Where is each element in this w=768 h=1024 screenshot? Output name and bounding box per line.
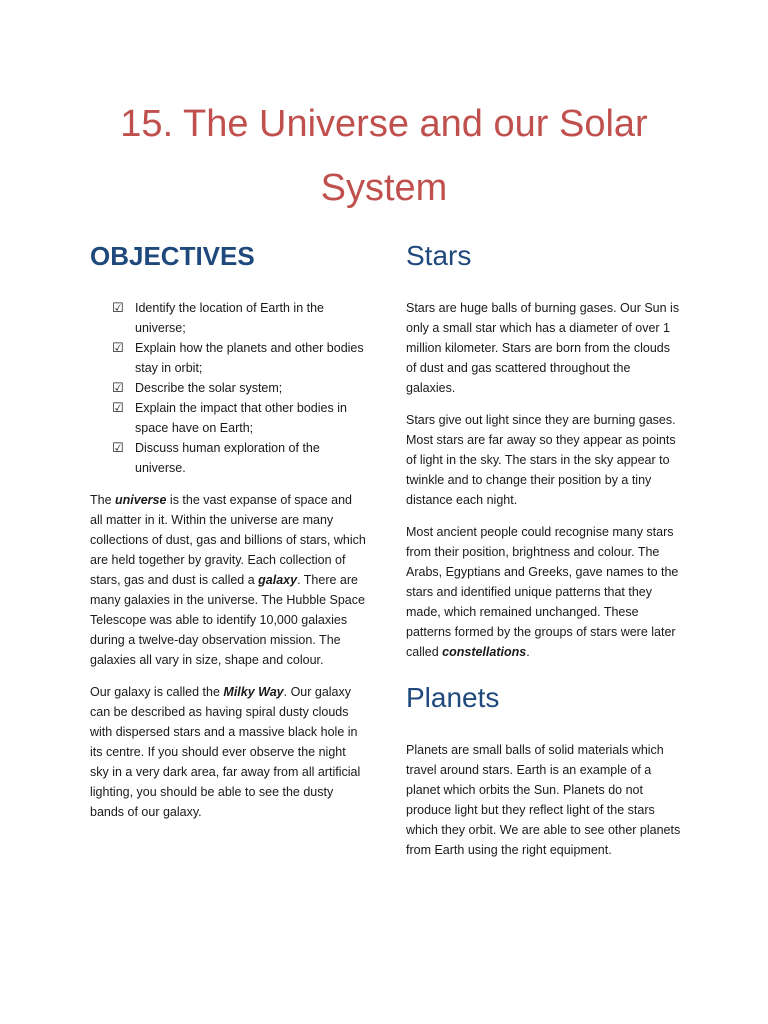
- checkbox-icon: ☑: [112, 440, 124, 455]
- objective-item: ☑ Explain how the planets and other bodies stay in orbit;: [112, 340, 364, 375]
- right-column: [406, 236, 682, 872]
- stars-paragraph-1: Stars are huge balls of burning gases. Our Sun is only a small star which has a diameter of over 1 million kilometer. Stars are born from the clouds of dust and gas scattered throughout the galaxies.: [406, 301, 680, 395]
- objectives-list: [90, 298, 366, 478]
- objective-item: ☑ Explain the impact that other bodies in space have on Earth;: [112, 400, 347, 435]
- term-milky-way: Milky Way: [223, 685, 284, 699]
- left-column: [90, 236, 366, 834]
- universe-paragraph: The universe is the vast expanse of space and all matter in it. Within the universe are many collections of dust, gas and billions of stars, which are held together by gravity. Each collection of stars, gas and dust is called a galaxy. There are many galaxies in the universe. The Hubble Space Telescope was able to identify 10,000 galaxies during a twelve-day observation mission. The galaxies all vary in size, shape and colour.: [90, 493, 366, 667]
- objectives-heading: OBJECTIVES: [90, 241, 255, 271]
- stars-paragraph-2: Stars give out light since they are burning gases. Most stars are far away so they appear as points of light in the sky. The stars in the sky appear to twinkle and to change their position by a tiny distance each night.: [406, 413, 676, 507]
- stars-heading: Stars: [406, 240, 472, 271]
- page-title: 15. The Universe and our Solar System: [120, 103, 648, 209]
- term-galaxy: galaxy: [258, 573, 298, 587]
- term-constellations: constellations: [442, 645, 527, 659]
- objective-item: ☑ Describe the solar system;: [90, 378, 366, 398]
- checkbox-icon: ☑: [112, 300, 124, 315]
- checkbox-icon: ☑: [112, 380, 124, 395]
- objective-item: ☑ Identify the location of Earth in the universe;: [112, 300, 325, 335]
- checkbox-icon: ☑: [112, 400, 124, 415]
- planets-heading: Planets: [406, 682, 500, 713]
- stars-paragraph-3: Most ancient people could recognise many stars from their position, brightness and colour. The Arabs, Egyptians and Greeks, gave names to the stars and identified unique patterns that they made, which remained unchanged. These patterns formed by the groups of stars were later called constellations.: [406, 525, 679, 659]
- checkbox-icon: ☑: [112, 340, 124, 355]
- milky-way-paragraph: Our galaxy is called the Milky Way. Our galaxy can be described as having spiral dusty clouds with dispersed stars and a massive black hole in its centre. If you should ever observe the night sky in a very dark area, far away from all artificial lighting, you should be able to see the dusty bands of our galaxy.: [90, 685, 361, 819]
- term-universe: universe: [115, 493, 167, 507]
- planets-paragraph: Planets are small balls of solid materials which travel around stars. Earth is an example of a planet which orbits the Sun. Planets do not produce light but they reflect light of the stars which they orbit. We are able to see other planets from Earth using the right equipment.: [406, 743, 681, 857]
- objective-item: ☑ Discuss human exploration of the universe.: [112, 440, 320, 475]
